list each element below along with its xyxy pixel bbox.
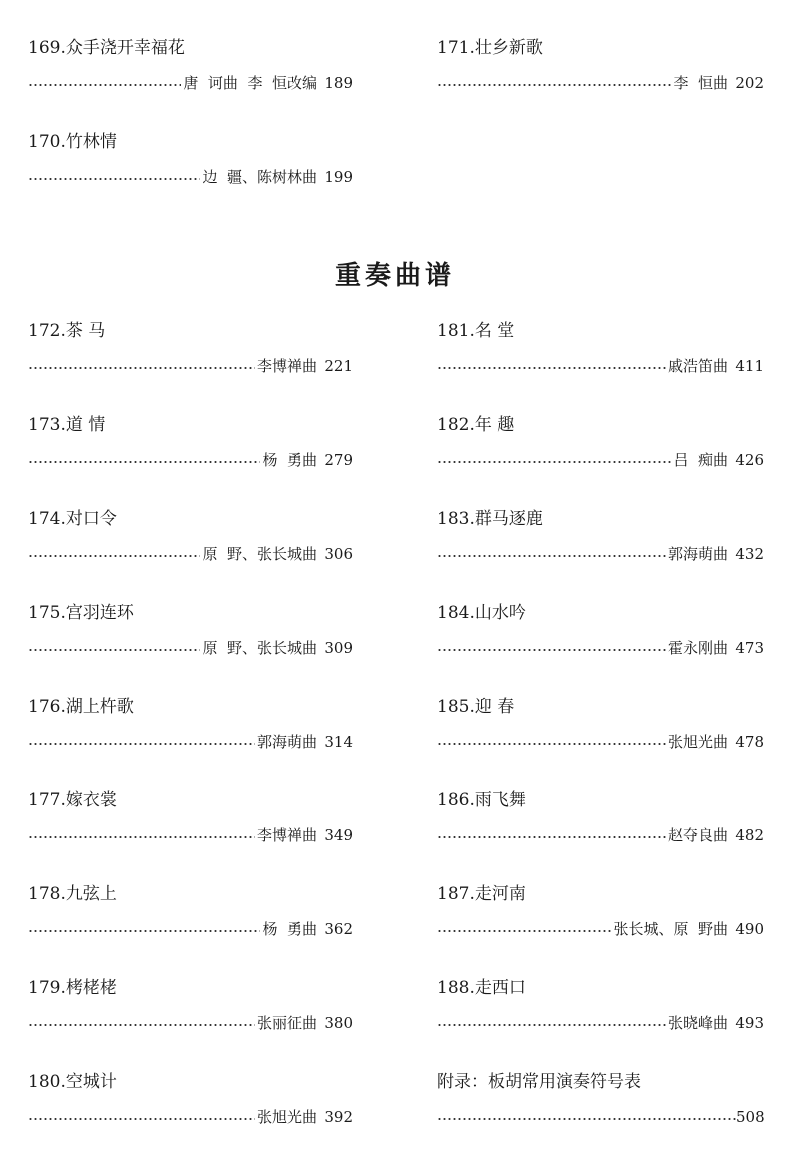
entry-title: 171.壮乡新歌: [437, 38, 543, 58]
entry-leader: [28, 165, 353, 187]
entry-leader: [437, 636, 764, 658]
entry-composer: 张旭光曲: [667, 733, 728, 751]
entry-page-number: 482: [735, 826, 764, 844]
entry-title: 172.茶 马: [28, 321, 106, 341]
entry-composer: 戚浩笛曲: [667, 357, 728, 375]
entry-title: 180.空城计: [28, 1072, 117, 1092]
entry-leader: [28, 1011, 353, 1033]
dot-leader: [437, 1118, 736, 1120]
dot-leader: [28, 367, 255, 369]
dot-leader: [437, 555, 666, 557]
entry-leader: [28, 354, 353, 376]
entry-title: 169.众手浇开幸福花: [28, 38, 185, 58]
entry-leader: [28, 636, 353, 658]
entry-composer: 杨 勇曲: [262, 451, 317, 469]
entry-page-number: 490: [735, 920, 764, 938]
entry-page-number: 221: [324, 357, 353, 375]
dot-leader: [28, 743, 255, 745]
entry-title: 181.名 堂: [437, 321, 515, 341]
entry-composer: 唐 诃曲 李 恒改编: [183, 74, 317, 92]
dot-leader: [28, 1024, 255, 1026]
entry-leader: [437, 542, 764, 564]
appendix-page-number: 508: [736, 1108, 765, 1126]
entry-title: 186.雨飞舞: [437, 790, 526, 810]
entry-composer: 张丽征曲: [256, 1014, 317, 1032]
entry-title: 184.山水吟: [437, 603, 526, 623]
dot-leader: [437, 930, 611, 932]
entry-composer: 赵夺良曲: [667, 826, 728, 844]
entry-composer: 郭海萌曲: [256, 733, 317, 751]
entry-page-number: 493: [735, 1014, 764, 1032]
entry-page-number: 380: [324, 1014, 353, 1032]
entry-leader: [28, 71, 353, 93]
dot-leader: [28, 836, 255, 838]
dot-leader: [437, 1024, 666, 1026]
entry-composer: 李 恒曲: [673, 74, 728, 92]
dot-leader: [28, 649, 200, 651]
entry-title: 188.走西口: [437, 978, 526, 998]
dot-leader: [28, 555, 200, 557]
entry-composer: 原 野、张长城曲: [202, 545, 317, 563]
entry-composer: 张晓峰曲: [667, 1014, 728, 1032]
entry-composer: 杨 勇曲: [262, 920, 317, 938]
entry-title: 185.迎 春: [437, 697, 515, 717]
entry-leader: [437, 448, 764, 470]
dot-leader: [437, 84, 671, 86]
dot-leader: [28, 1118, 255, 1120]
entry-composer: 边 疆、陈树林曲: [202, 168, 317, 186]
entry-page-number: 314: [324, 733, 353, 751]
entry-leader: [437, 730, 764, 752]
entry-leader: [28, 730, 353, 752]
dot-leader: [437, 367, 666, 369]
entry-page-number: 411: [735, 357, 764, 375]
entry-page-number: 202: [735, 74, 764, 92]
dot-leader: [28, 930, 260, 932]
entry-leader: [437, 1105, 764, 1127]
entry-composer: 李博禅曲: [256, 826, 317, 844]
entry-page-number: 426: [735, 451, 764, 469]
entry-leader: [28, 823, 353, 845]
entry-title: 176.湖上杵歌: [28, 697, 134, 717]
entry-page-number: 309: [324, 639, 353, 657]
entry-leader: [28, 542, 353, 564]
entry-page-number: 362: [324, 920, 353, 938]
entry-leader: [437, 917, 764, 939]
entry-leader: [437, 354, 764, 376]
entry-title: 173.道 情: [28, 415, 106, 435]
entry-title: 179.栲栳栳: [28, 978, 117, 998]
entry-leader: [28, 1105, 353, 1127]
entry-page-number: 279: [324, 451, 353, 469]
entry-composer: 吕 痴曲: [673, 451, 728, 469]
dot-leader: [28, 178, 200, 180]
entry-title: 175.宫羽连环: [28, 603, 134, 623]
entry-composer: 李博禅曲: [256, 357, 317, 375]
entry-leader: [437, 71, 764, 93]
dot-leader: [437, 461, 671, 463]
entry-title: 170.竹林情: [28, 132, 117, 152]
entry-title: 183.群马逐鹿: [437, 509, 543, 529]
entry-title: 174.对口令: [28, 509, 117, 529]
entry-title: 187.走河南: [437, 884, 526, 904]
entry-leader: [437, 823, 764, 845]
entry-composer: 原 野、张长城曲: [202, 639, 317, 657]
entry-page-number: 392: [324, 1108, 353, 1126]
entry-composer: 张旭光曲: [256, 1108, 317, 1126]
entry-page-number: 199: [324, 168, 353, 186]
entry-title: 178.九弦上: [28, 884, 117, 904]
dot-leader: [437, 649, 666, 651]
dot-leader: [28, 84, 181, 86]
entry-page-number: 473: [735, 639, 764, 657]
dot-leader: [437, 836, 666, 838]
dot-leader: [437, 743, 666, 745]
entry-page-number: 306: [324, 545, 353, 563]
entry-composer: 郭海萌曲: [667, 545, 728, 563]
entry-composer: 霍永刚曲: [667, 639, 728, 657]
entry-leader: [437, 1011, 764, 1033]
entry-leader: [28, 448, 353, 470]
entry-page-number: 432: [735, 545, 764, 563]
dot-leader: [28, 461, 260, 463]
entry-page-number: 189: [324, 74, 353, 92]
appendix-title: 附录：板胡常用演奏符号表: [437, 1072, 641, 1092]
section-heading: 重奏曲谱: [334, 261, 455, 291]
entry-title: 177.嫁衣裳: [28, 790, 117, 810]
entry-composer: 张长城、原 野曲: [613, 920, 728, 938]
entry-page-number: 349: [324, 826, 353, 844]
entry-title: 182.年 趣: [437, 415, 515, 435]
entry-page-number: 478: [735, 733, 764, 751]
entry-leader: [28, 917, 353, 939]
